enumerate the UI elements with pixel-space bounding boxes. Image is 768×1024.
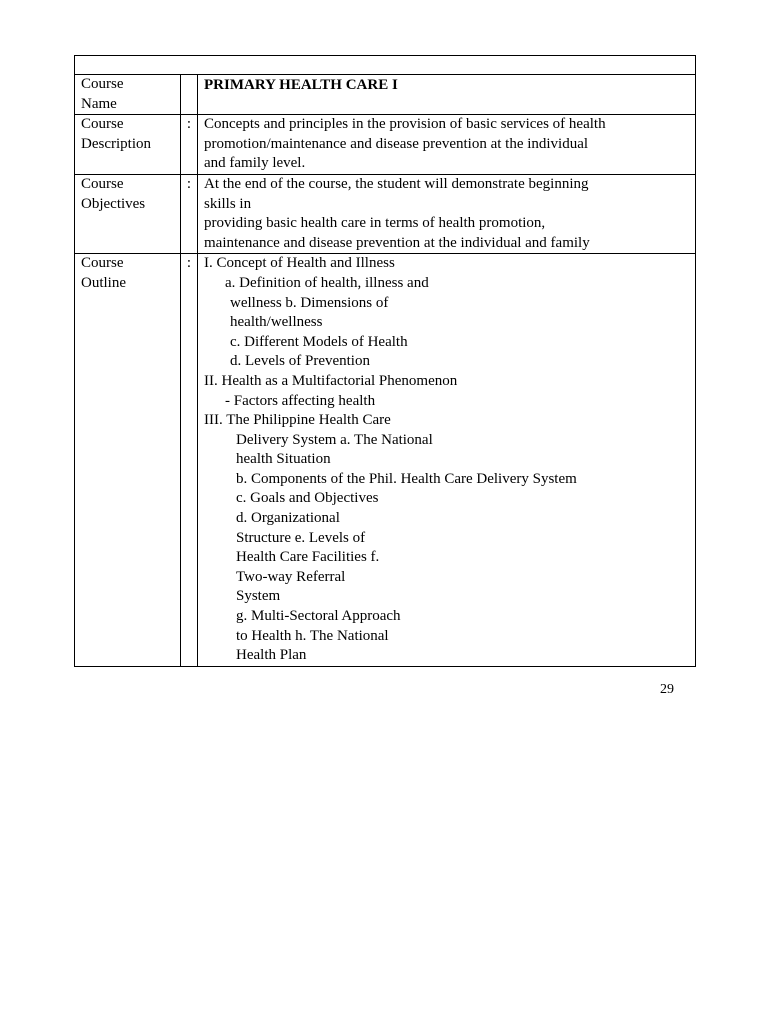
label-line: Outline [81,274,126,291]
colon-cell: : [181,254,198,666]
course-outline-row [75,254,696,666]
course-name-value [198,75,696,115]
course-description-text [198,115,696,175]
outline-item: I. Concept of Health and Illness [204,255,395,272]
course-objectives-text [198,174,696,253]
outline-item: Delivery System a. The National [236,431,433,448]
label-line: Description [81,135,151,152]
outline-item: to Health h. The National [236,627,389,644]
outline-item: d. Levels of Prevention [230,353,370,370]
outline-item: Two-way Referral [236,568,346,585]
course-outline-list [198,254,696,666]
colon-cell: : [181,115,198,175]
course-outline-label [75,254,181,666]
outline-item: d. Organizational [236,510,340,527]
outline-item: Structure e. Levels of [236,529,366,546]
outline-item: Health Care Facilities f. [236,549,380,566]
label-line: Course [81,116,124,133]
text-line: skills in [204,195,252,212]
course-objectives-label [75,174,181,253]
outline-item: health/wellness [230,314,323,331]
outline-item: II. Health as a Multifactorial Phenomenon [204,372,458,389]
label-line: Objectives [81,195,146,212]
text-line: promotion/maintenance and disease prevention at the individual [204,135,589,152]
text-line: providing basic health care in terms of health promotion, [204,215,546,232]
label-line: Name [81,95,117,112]
outline-item: Health Plan [236,647,307,664]
course-description-label [75,115,181,175]
table-header-row [75,56,696,75]
text-line: Concepts and principles in the provision of basic services of health [204,116,606,133]
text-line: At the end of the course, the student will demonstrate beginning [204,175,589,192]
outline-item: c. Goals and Objectives [236,490,379,507]
outline-item: c. Different Models of Health [230,333,408,350]
outline-item: a. Definition of health, illness and [225,274,429,291]
course-name-row [75,75,696,115]
blank-cell [75,56,696,75]
outline-item: health Situation [236,451,331,468]
course-description-row [75,115,696,175]
outline-item: - Factors affecting health [225,392,376,409]
page-number: 29 [660,682,674,697]
text-line: and family level. [204,155,306,172]
text-line: maintenance and disease prevention at the individual and family [204,234,590,251]
course-objectives-row [75,174,696,253]
outline-item: g. Multi-Sectoral Approach [236,608,401,625]
outline-item: b. Components of the Phil. Health Care Delivery System [236,470,577,487]
course-name-label [75,75,181,115]
label-line: Course [81,76,124,92]
course-table [74,55,696,667]
label-line: Course [81,175,124,192]
outline-item: III. The Philippine Health Care [204,412,391,429]
course-title: PRIMARY HEALTH CARE I [204,77,398,93]
outline-item: System [236,588,281,605]
outline-item: wellness b. Dimensions of [230,294,389,311]
colon-cell [181,75,198,115]
colon-cell: : [181,174,198,253]
label-line: Course [81,255,124,272]
